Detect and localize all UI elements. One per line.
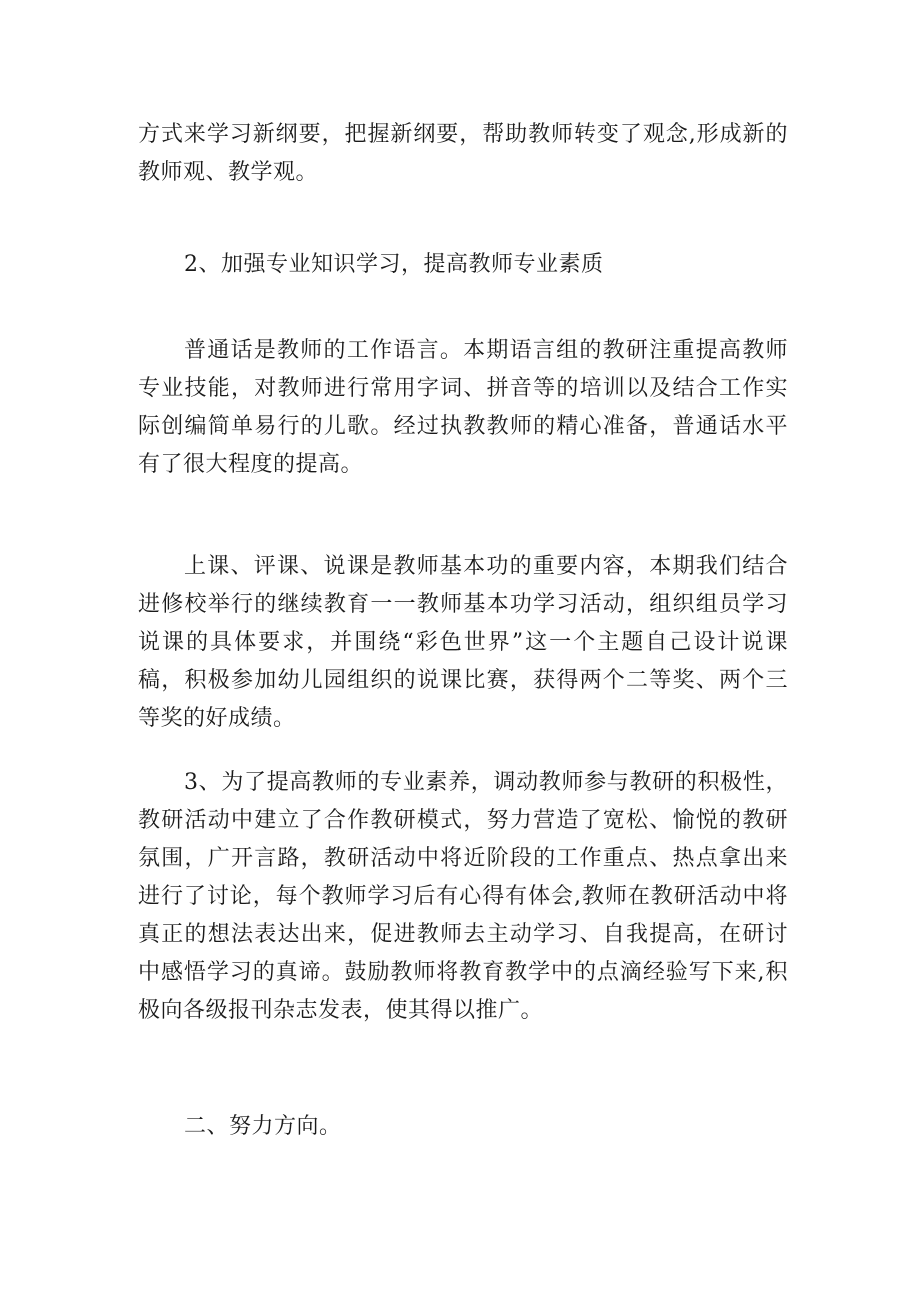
paragraph-lesson-skills: 上课、评课、说课是教师基本功的重要内容，本期我们结合进修校举行的继续教育一一教师基本功学习活动，组织组员学习说课的具体要求，并围绕“彩色世界”这一个主题自己设计说课稿，积极参加幼儿园组织的说课比赛，获得两个二等奖、两个三等奖的好成绩。 <box>138 554 788 731</box>
section-heading-2: 2、加强专业知识学习，提高教师专业素质 <box>184 252 604 277</box>
paragraph-continuation: 方式来学习新纲要，把握新纲要，帮助教师转变了观念,形成新的教师观、教学观。 <box>138 122 788 185</box>
section-heading-direction: 二、努力方向。 <box>184 1114 342 1139</box>
paragraph-mandarin: 普通话是教师的工作语言。本期语言组的教研注重提高教师专业技能，对教师进行常用字词、拼音等的培训以及结合工作实际创编简单易行的儿歌。经过执教教师的精心准备，普通话水平有了很大程度的提高。 <box>138 338 788 477</box>
paragraph-item-3: 3、为了提高教师的专业素养，调动教师参与教研的积极性，教研活动中建立了合作教研模式，努力营造了宽松、愉悦的教研氛围，广开言路，教研活动中将近阶段的工作重点、热点拿出来进行了讨论，每个教师学习后有心得有体会,教师在教研活动中将真正的想法表达出来，促进教师去主动学习、自我提高，在研讨中感悟学习的真谛。鼓励教师将教育教学中的点滴经验写下来,积极向各级报刊杂志发表，使其得以推广。 <box>138 770 788 1023</box>
